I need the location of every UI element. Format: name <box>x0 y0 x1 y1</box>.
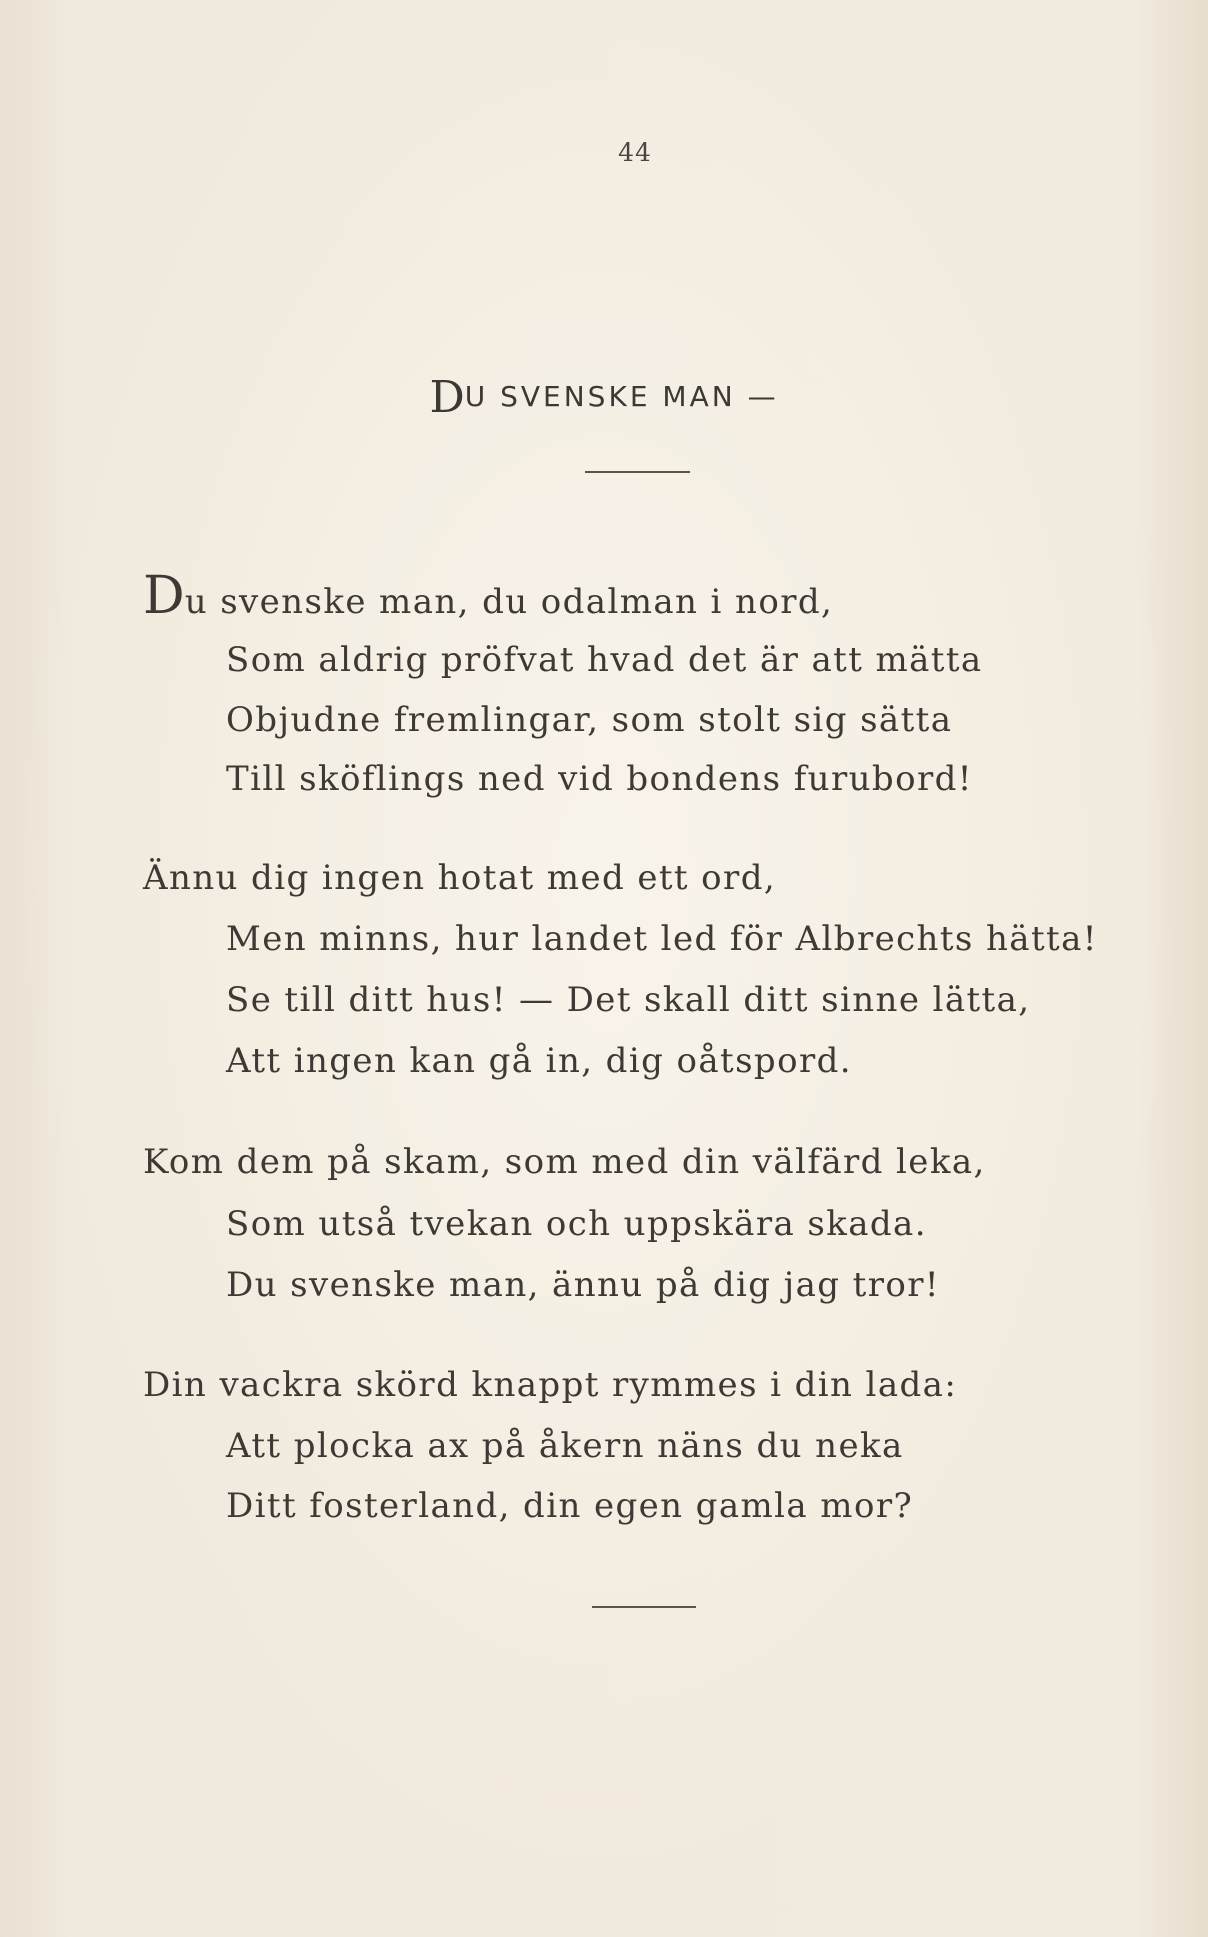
drop-cap: D <box>143 566 185 626</box>
poem-line-text: u svenske man, du odalman i nord, <box>184 582 834 622</box>
poem-line: Din vackra skörd knappt rymmes i din lada: <box>143 1365 958 1405</box>
title-initial: D <box>429 372 465 423</box>
poem-line: Att plocka ax på åkern näns du neka <box>226 1426 904 1466</box>
poem-line: Som aldrig pröfvat hvad det är att mätta <box>226 640 983 680</box>
poem-line: Du svenske man, ännu på dig jag tror! <box>226 1265 940 1305</box>
page-number: 44 <box>618 138 652 167</box>
poem-line: Ditt fosterland, din egen gamla mor? <box>226 1486 914 1526</box>
poem-line: Kom dem på skam, som med din välfärd leka, <box>143 1142 986 1182</box>
poem-line: Men minns, hur landet led för Albrechts hätta! <box>226 919 1098 959</box>
poem-line: Till sköflings ned vid bondens furubord! <box>226 759 973 799</box>
poem-title <box>0 372 1208 423</box>
poem-line: Att ingen kan gå in, dig oåtspord. <box>226 1041 852 1081</box>
title-rule <box>585 471 690 473</box>
title-text: U SVENSKE MAN — <box>464 380 779 413</box>
end-rule <box>592 1606 696 1608</box>
poem-line: Se till ditt hus! — Det skall ditt sinne lätta, <box>226 980 1031 1020</box>
poem-line: Ännu dig ingen hotat med ett ord, <box>143 858 777 898</box>
poem-line: Objudne fremlingar, som stolt sig sätta <box>226 700 953 740</box>
poem-line: Som utså tvekan och uppskära skada. <box>226 1204 927 1244</box>
poem-line <box>143 566 834 626</box>
